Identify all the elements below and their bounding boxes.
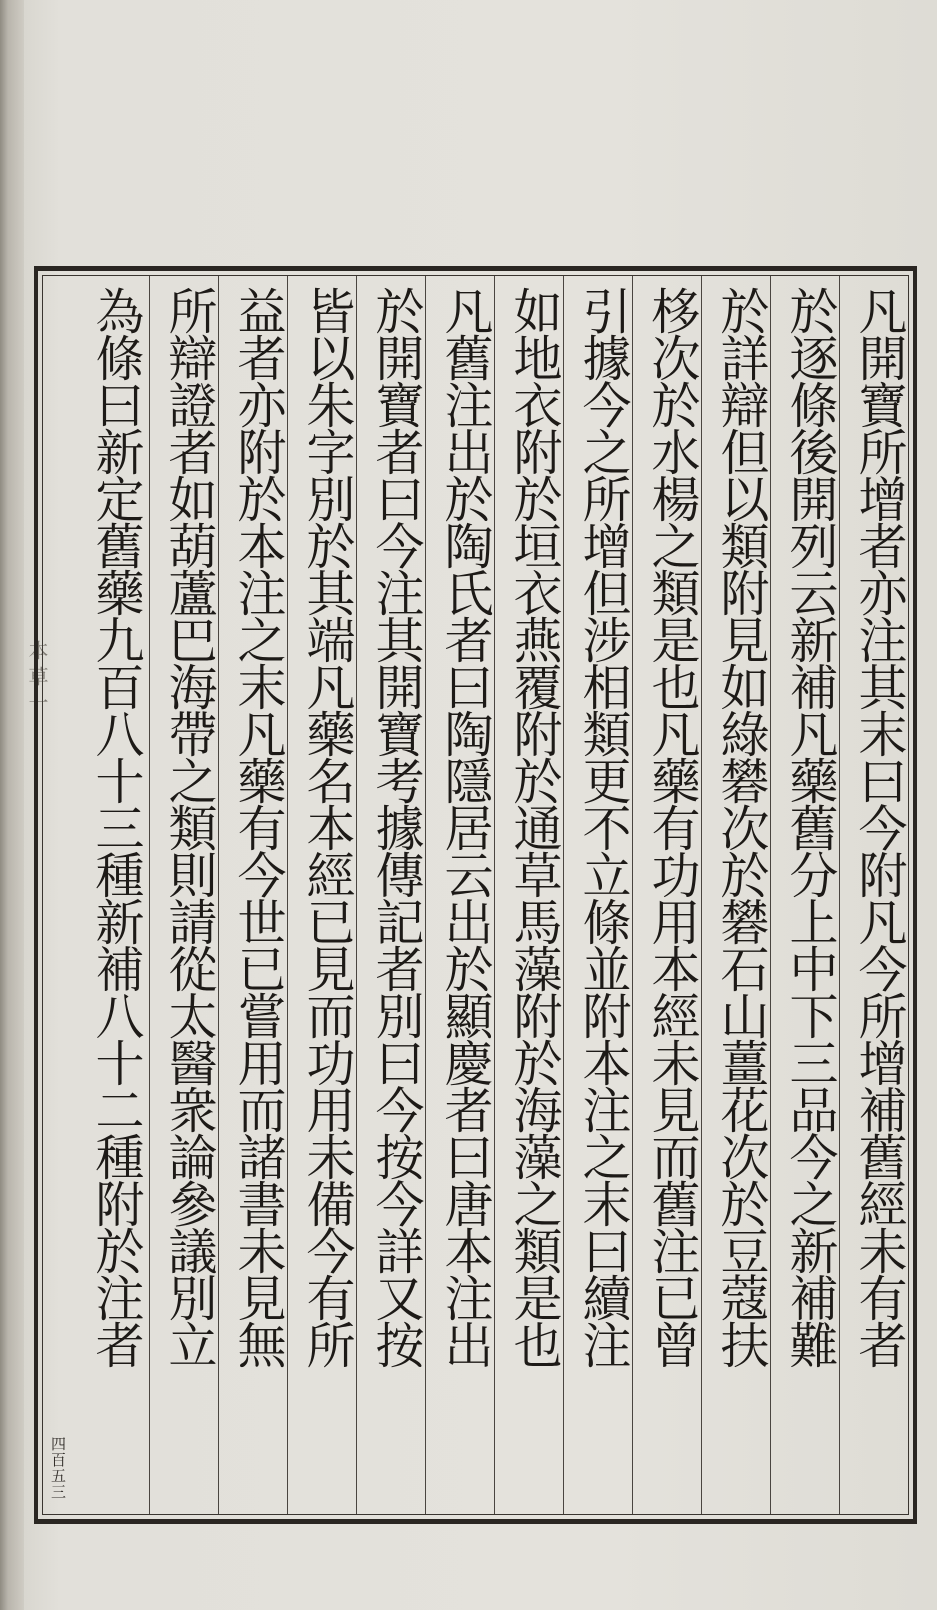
margin-mark: 本草一	[25, 640, 49, 718]
binding-edge	[0, 0, 24, 1610]
text-column-1: 凡開寶所增者亦注其末曰今附凡今所增補舊經未有者	[851, 286, 908, 1367]
text-column-9: 皆以朱字別於其端凡藥名本經已見而功用未備今有所	[299, 286, 356, 1367]
text-column-2: 於逐條後開列云新補凡藥舊分上中下三品今之新補難	[782, 286, 839, 1367]
text-column-11: 所辯證者如葫蘆巴海帶之類則請從太醫衆論參議別立	[161, 286, 218, 1367]
text-column-5: 引據今之所增但涉相類更不立條並附本注之末曰續注	[575, 286, 632, 1367]
text-frame	[34, 266, 917, 1524]
text-column-8: 於開寶者曰今注其開寶考據傳記者別曰今按今詳又按	[368, 286, 425, 1367]
folio-number: 四百五三	[49, 1436, 67, 1500]
text-block	[42, 275, 909, 1515]
text-column-7: 凡舊注出於陶氏者曰陶隱居云出於顯慶者曰唐本注出	[437, 286, 494, 1367]
text-column-12: 為條曰新定舊藥九百八十三種新補八十二種附於注者	[88, 286, 145, 1367]
text-column-4: 栘次於水楊之類是也凡藥有功用本經未見而舊注已曾	[644, 286, 701, 1367]
text-column-6: 如地衣附於垣衣燕覆附於通草馬藻附於海藻之類是也	[506, 286, 563, 1367]
text-column-3: 於詳辯但以類附見如綠礬次於礬石山薑花次於豆蔻扶	[713, 286, 770, 1367]
text-column-10: 益者亦附於本注之末凡藥有今世已嘗用而諸書未見無	[230, 286, 287, 1367]
